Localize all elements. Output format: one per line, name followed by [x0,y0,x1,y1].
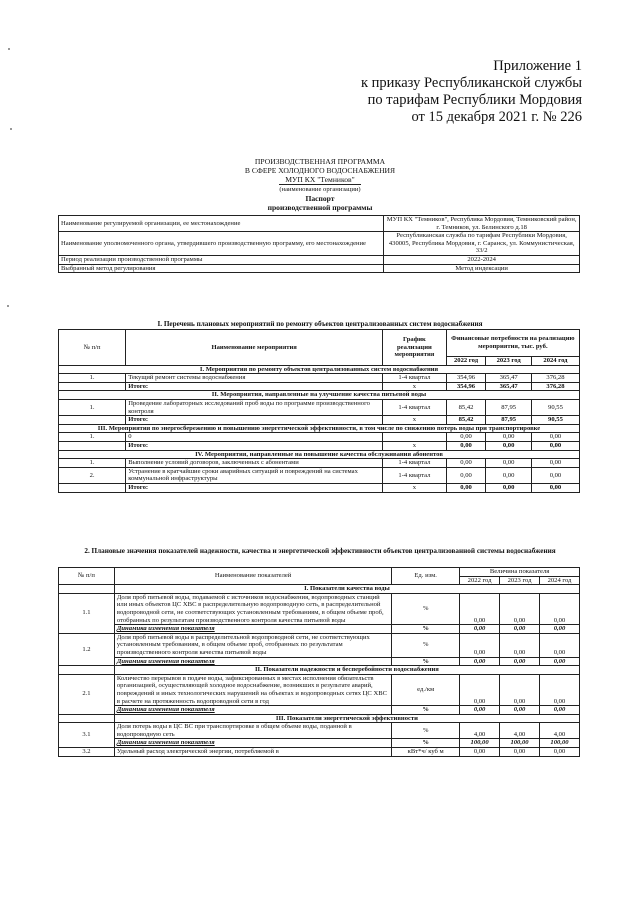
section2-title: 2. Плановые значения показателей надежности, качества и энергетической эффективности объектов централизованной системы водоснабжения [84,547,556,555]
s2-group-title: III. Показатели энергетической эффективности [114,714,579,723]
s2-dynamics-value: 0,00 [460,625,500,634]
s1-col-name: Наименование мероприятия [126,330,383,366]
s2-indicator-unit: % [392,723,460,739]
s2-dynamics-unit: % [392,657,460,666]
s2-indicator-num: 2.1 [59,674,115,714]
s2-dynamics-value: 0,00 [540,657,580,666]
s1-total-row [59,483,580,492]
section1-title: I. Перечень плановых мероприятий по ремонту объектов централизованных систем водоснабжения [157,320,483,328]
passport-value: Республиканская служба по тарифам Республики Мордовия, 430005, Республика Мордовия, г. Саранск, ул. Коммунистическая, 33/2 [384,232,580,256]
s2-indicator-value: 0,00 [540,633,580,657]
s1-item-value: 376,28 [531,374,579,383]
s1-item-schedule: 1-4 квартал [383,374,447,383]
s2-group-spacer [59,666,115,675]
s1-item-value: 90,55 [531,399,579,415]
s2-indicator-unit: ед./км [392,674,460,705]
s2-indicator-unit: % [392,593,460,624]
s1-total-spacer [59,441,126,450]
s1-total-value: 90,55 [531,416,579,425]
s2-year-header: 2024 год [540,576,580,585]
s1-item-num: 1. [59,459,126,468]
passport-label: Период реализации производственной программы [59,255,384,264]
s2-dynamics-row [59,657,580,666]
s1-item-schedule: 1-4 квартал [383,459,447,468]
s2-indicator-name: Доля потерь воды в ЦС ВС при транспортировке в общем объеме воды, поданной в водопроводную сеть [114,723,391,739]
s2-dynamics-value: 0,00 [500,625,540,634]
s2-dynamics-unit: % [392,625,460,634]
passport-value: Метод индексации [384,264,580,273]
s1-item-value: 0,00 [531,467,579,483]
s2-indicator-row [59,593,580,624]
s2-indicator-value: 0,00 [500,748,540,757]
s2-indicator-num: 3.1 [59,723,115,748]
s2-indicator-name: Доля проб питьевой воды, подаваемой с источников водоснабжения, водопроводных станций или иных объектов ЦС ХВС в распределительную водопроводную сеть, в распределительной водопроводной сети, не соответствующих установленным требованиям, в общем объеме проб, отобранных по результатам производственного контроля качества питьевой воды [114,593,391,624]
s2-group-row [59,666,580,675]
s2-year-header: 2023 год [500,576,540,585]
passport-row [59,232,580,256]
s1-group-title: III. Мероприятия по энергосбережению и повышению энергетической эффективности, в том числе по снижению потерь воды при транспортировке [59,424,580,433]
passport-row [59,264,580,273]
s1-group-row [59,450,580,459]
s1-total-spacer [59,416,126,425]
scan-speck [7,305,9,307]
appendix-block [361,58,582,126]
s2-indicator-name: Доля проб питьевой воды в распределительной водопроводной сети, не соответствующих установленным требованиям, в общем объеме проб, отобранных по результатам производственного контроля качества питьевой воды [114,633,391,657]
s2-dynamics-row [59,625,580,634]
passport-label: Наименование регулируемой организации, ее местонахождение [59,216,384,232]
s1-col-schedule: График реализации мероприятия [383,330,447,366]
s2-indicator-name: Удельный расход электрической энергии, потребляемой в [114,748,391,757]
s1-group-row [59,391,580,400]
s1-item-name: Проведение лабораторных исследований проб воды по программе производственного контроля [126,399,383,415]
s2-group-row [59,714,580,723]
section2-table [58,567,580,757]
s2-dynamics-row [59,706,580,715]
s2-dynamics-value: 0,00 [460,706,500,715]
s1-group-row [59,424,580,433]
s1-total-label: Итого: [126,483,383,492]
s2-group-spacer [59,585,115,594]
s2-dynamics-label: Динамика изменения показателя [114,625,391,634]
s1-col-fin: Финансовые потребности на реализацию мероприятия, тыс. руб. [446,330,579,357]
passport-label: Наименование уполномоченного органа, утвердившего производственную программу, его местонахождение [59,232,384,256]
s2-indicator-num: 1.2 [59,633,115,665]
s1-year-header: 2023 год [486,357,532,366]
s2-indicator-row [59,723,580,739]
scan-speck [10,128,12,130]
s1-total-spacer [59,483,126,492]
passport-row [59,216,580,232]
s2-dynamics-value: 0,00 [540,706,580,715]
s1-col-num: № п/п [59,330,126,366]
s2-year-header: 2022 год [460,576,500,585]
appendix-line-4: от 15 декабря 2021 г. № 226 [411,109,582,125]
s2-col-value: Величина показателя [460,568,580,577]
program-title-2: В СФЕРЕ ХОЛОДНОГО ВОДОСНАБЖЕНИЯ [244,166,396,175]
passport-table [58,215,580,273]
s2-indicator-value: 0,00 [460,674,500,705]
s1-item-value: 85,42 [446,399,486,415]
s1-total-label: Итого: [126,382,383,391]
s2-indicator-unit: кВт*ч/ куб м [392,748,460,757]
s1-item-num: 1. [59,433,126,442]
passport-row [59,255,580,264]
passport-label: Выбранный метод регулирования [59,264,384,273]
s1-item-value: 354,96 [446,374,486,383]
s1-item-num: 1. [59,374,126,383]
s2-dynamics-row [59,739,580,748]
s1-total-label: Итого: [126,441,383,450]
s2-dynamics-value: 100,00 [540,739,580,748]
s1-item-value: 0,00 [531,433,579,442]
s2-indicator-value: 4,00 [500,723,540,739]
s2-indicator-value: 0,00 [500,593,540,624]
s2-col-num: № п/п [59,568,115,585]
appendix-line-2: к приказу Республиканской службы [360,75,582,91]
s1-year-header: 2022 год [446,357,486,366]
s1-item-row [59,433,580,442]
s2-indicator-row [59,748,580,757]
s1-group-title: IV. Мероприятия, направленные на повышение качества обслуживания абонентов [59,450,580,459]
s2-col-name: Наименование показателей [114,568,391,585]
appendix-line-1: Приложение 1 [493,58,582,74]
s1-total-value: 365,47 [486,382,532,391]
s2-indicator-row [59,674,580,705]
s1-total-schedule: х [383,416,447,425]
s1-item-row [59,467,580,483]
s1-total-value: 0,00 [531,483,579,492]
s2-indicator-value: 0,00 [460,633,500,657]
s2-indicator-value: 0,00 [460,748,500,757]
s1-total-schedule: х [383,483,447,492]
s2-indicator-value: 0,00 [500,674,540,705]
s1-item-row [59,459,580,468]
s2-indicator-row [59,633,580,657]
s1-item-value: 0,00 [531,459,579,468]
s2-group-row [59,585,580,594]
s1-item-num: 2. [59,467,126,483]
s1-item-name: 0 [126,433,383,442]
s1-total-schedule: х [383,382,447,391]
passport-title: Паспорт [305,194,335,203]
s2-indicator-value: 0,00 [500,633,540,657]
org-name: МУП КХ "Темников" [279,175,361,185]
s1-item-row [59,399,580,415]
s1-total-value: 354,96 [446,382,486,391]
s1-total-schedule: х [383,441,447,450]
s1-item-name: Устранение в кратчайшие сроки аварийных ситуаций и повреждений на системах коммунальной инфраструктуры [126,467,383,483]
s1-total-value: 376,28 [531,382,579,391]
s1-total-row [59,382,580,391]
s2-group-title: II. Показатели надежности и бесперебойности водоснабжения [114,666,579,675]
s1-total-value: 0,00 [531,441,579,450]
s2-dynamics-value: 100,00 [460,739,500,748]
s1-total-value: 0,00 [486,483,532,492]
s1-year-header: 2024 год [531,357,579,366]
s1-total-row [59,441,580,450]
s1-total-row [59,416,580,425]
s1-total-value: 0,00 [446,441,486,450]
s2-dynamics-unit: % [392,739,460,748]
s2-dynamics-value: 0,00 [500,657,540,666]
s2-dynamics-label: Динамика изменения показателя [114,657,391,666]
s2-indicator-num: 1.1 [59,593,115,633]
s1-item-num: 1. [59,399,126,415]
appendix-line-3: по тарифам Республики Мордовия [367,92,582,108]
s1-item-schedule: 1-4 квартал [383,467,447,483]
s1-item-name: Выполнение условий договоров, заключенных с абонентами [126,459,383,468]
program-title-1: ПРОИЗВОДСТВЕННАЯ ПРОГРАММА [254,157,386,166]
scan-speck [8,48,10,50]
s1-total-spacer [59,382,126,391]
s2-dynamics-value: 0,00 [460,657,500,666]
s2-indicator-value: 0,00 [540,593,580,624]
s2-indicator-value: 4,00 [540,723,580,739]
s2-group-title: I. Показатели качества воды [114,585,579,594]
s1-item-row [59,374,580,383]
s1-item-schedule: 1-4 квартал [383,399,447,415]
s1-item-value: 365,47 [486,374,532,383]
s2-indicator-num: 3.2 [59,748,115,757]
passport-value: МУП КХ "Темников", Республика Мордовия, Темниковский район, г. Темников, ул. Белинского д.18 [384,216,580,232]
s1-total-value: 87,95 [486,416,532,425]
s2-dynamics-value: 0,00 [540,625,580,634]
s1-item-value: 0,00 [446,467,486,483]
s1-group-title: II. Мероприятия, направленные на улучшение качества питьевой воды [59,391,580,400]
s1-total-value: 85,42 [446,416,486,425]
s1-group-title: I. Мероприятия по ремонту объектов централизованных систем водоснабжения [59,365,580,374]
s2-indicator-value: 0,00 [460,593,500,624]
s2-indicator-value: 4,00 [460,723,500,739]
section1-table [58,329,580,493]
s1-item-value: 0,00 [446,433,486,442]
s2-indicator-unit: % [392,633,460,657]
s1-item-name: Текущий ремонт системы водоснабжения [126,374,383,383]
s1-total-label: Итого: [126,416,383,425]
s2-indicator-name: Количество перерывов в подаче воды, зафиксированных в местах исполнения обязательств организацией, осуществляющей холодное водоснабжение, возникших в результате аварий, повреждений и иных технологических нарушений на объектах и водопроводных сетях ЦС ХВС в расчете на протяженность водопроводной сети в год [114,674,391,705]
s1-total-value: 0,00 [486,441,532,450]
passport-subtitle: производственной программы [267,203,373,212]
s2-dynamics-label: Динамика изменения показателя [114,706,391,715]
s1-item-value: 0,00 [486,467,532,483]
s1-item-value: 0,00 [486,433,532,442]
s2-dynamics-value: 100,00 [500,739,540,748]
org-caption: (наименование организации) [279,186,361,193]
s2-col-unit: Ед. изм. [392,568,460,585]
s2-dynamics-value: 0,00 [500,706,540,715]
s1-item-value: 0,00 [446,459,486,468]
s1-item-value: 87,95 [486,399,532,415]
s1-item-schedule [383,433,447,442]
s2-dynamics-label: Динамика изменения показателя [114,739,391,748]
s1-total-value: 0,00 [446,483,486,492]
passport-value: 2022-2024 [384,255,580,264]
program-header [0,157,640,212]
s2-group-spacer [59,714,115,723]
s2-indicator-value: 0,00 [540,674,580,705]
s1-group-row [59,365,580,374]
s2-indicator-value: 0,00 [540,748,580,757]
s1-item-value: 0,00 [486,459,532,468]
s2-dynamics-unit: % [392,706,460,715]
